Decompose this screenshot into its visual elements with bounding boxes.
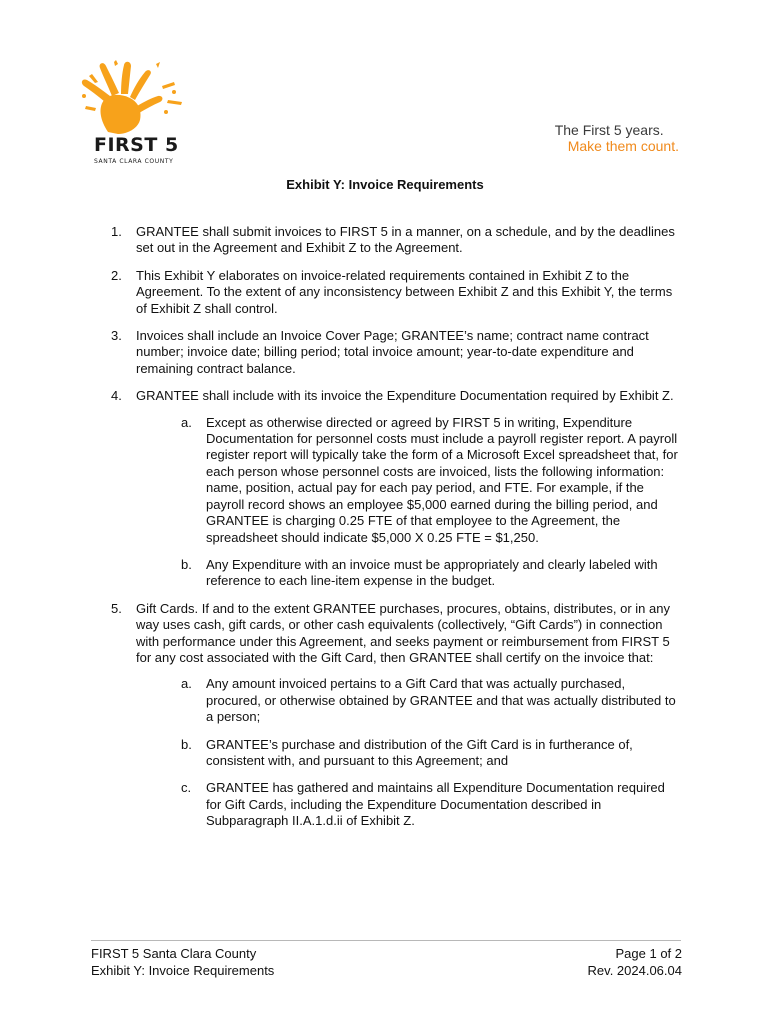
sub-item	[181, 415, 683, 546]
list-item	[111, 328, 683, 377]
item-number: 1.	[111, 224, 122, 239]
sub-item-letter: a.	[181, 676, 192, 692]
revision-date: Rev. 2024.06.04	[587, 963, 682, 978]
sub-item-text: Any amount invoiced pertains to a Gift Card that was actually purchased, procured, or otherwise obtained by GRANTEE and that was actually distributed to a person;	[206, 676, 676, 725]
footer-doc-name: Exhibit Y: Invoice Requirements	[91, 963, 275, 978]
list-item	[111, 224, 683, 257]
footer-org: FIRST 5 Santa Clara County	[91, 946, 257, 961]
sub-item-text: GRANTEE has gathered and maintains all Expenditure Documentation required for Gift Cards, including the Expenditure Documentation described in Subparagraph II.A.1.d.ii of Exhibit Z.	[206, 780, 665, 829]
item-number: 3.	[111, 328, 122, 344]
tagline	[555, 122, 679, 154]
footer-left	[91, 945, 274, 979]
item-text: This Exhibit Y elaborates on invoice-related requirements contained in Exhibit Z to the Agreement. To the extent of any inconsistency between Exhibit Z and this Exhibit Y, the terms of Exhibit Z shall control.	[136, 267, 673, 316]
tagline-line-2: Make them count.	[567, 138, 679, 154]
item-text: Gift Cards. If and to the extent GRANTEE purchases, procures, obtains, distributes, or in any way uses cash, gift cards, or other cash equivalents (collectively, “Gift Cards”) in connection with performance under this Agreement, and seeks payment or reimbursement from FIRST 5 for any cost associated with the Gift Card, then GRANTEE shall certify on the invoice that:	[136, 600, 670, 665]
logo-name: FIRST 5	[94, 134, 179, 156]
sub-item	[181, 676, 683, 725]
sub-item	[181, 737, 683, 770]
item-text: GRANTEE shall include with its invoice the Expenditure Documentation required by Exhibit Z.	[136, 388, 674, 404]
sub-item-text: GRANTEE’s purchase and distribution of the Gift Card is in furtherance of, consistent with, and pursuant to this Agreement; and	[206, 736, 633, 768]
list-item	[111, 601, 683, 830]
item-number: 5.	[111, 600, 122, 616]
hand-icon	[78, 60, 190, 134]
footer-right	[588, 945, 682, 979]
sub-item-text: Any Expenditure with an invoice must be appropriately and clearly labeled with reference to each line-item expense in the budget.	[206, 556, 658, 589]
sub-item-text: Except as otherwise directed or agreed by FIRST 5 in writing, Expenditure Documentation for personnel costs must include a payroll register report. A payroll register report will typically take the form of a Microsoft Excel spreadsheet that, for each person whose personnel costs are invoiced, lists the following information: name, position, actual pay for each pay period, and FTE. For example, if the payroll record shows an employee $5,000 earned during the billing period, and GRANTEE is charging 0.25 FTE of that employee to the Agreement, the spreadsheet should indicate $5,000 X 0.25 FTE = $1,250.	[206, 414, 678, 545]
logo-subtitle: SANTA CLARA COUNTY	[94, 158, 174, 165]
item-text: GRANTEE shall submit invoices to FIRST 5 in a manner, on a schedule, and by the deadlines set out in the Agreement and Exhibit Z to the Agreement.	[136, 224, 675, 256]
tagline-line-1: The First 5 years.	[554, 122, 664, 138]
document-body	[111, 224, 683, 841]
list-item	[111, 388, 683, 589]
sub-item-letter: b.	[181, 556, 192, 572]
first5-logo	[78, 60, 190, 168]
item-text: Invoices shall include an Invoice Cover Page; GRANTEE’s name; contract name contract number; invoice date; billing period; total invoice amount; year-to-date expenditure and remaining contract balance.	[136, 328, 649, 376]
list-item	[111, 268, 683, 317]
footer-divider	[91, 940, 681, 941]
sub-item	[181, 780, 683, 829]
sub-item	[181, 557, 683, 590]
sub-item-letter: a.	[181, 414, 192, 430]
page-number: Page 1 of 2	[615, 946, 682, 961]
item-number: 2.	[111, 267, 122, 283]
sub-item-letter: c.	[181, 780, 192, 796]
item-number: 4.	[111, 388, 122, 404]
sub-item-letter: b.	[181, 736, 192, 752]
document-title: Exhibit Y: Invoice Requirements	[286, 177, 484, 192]
